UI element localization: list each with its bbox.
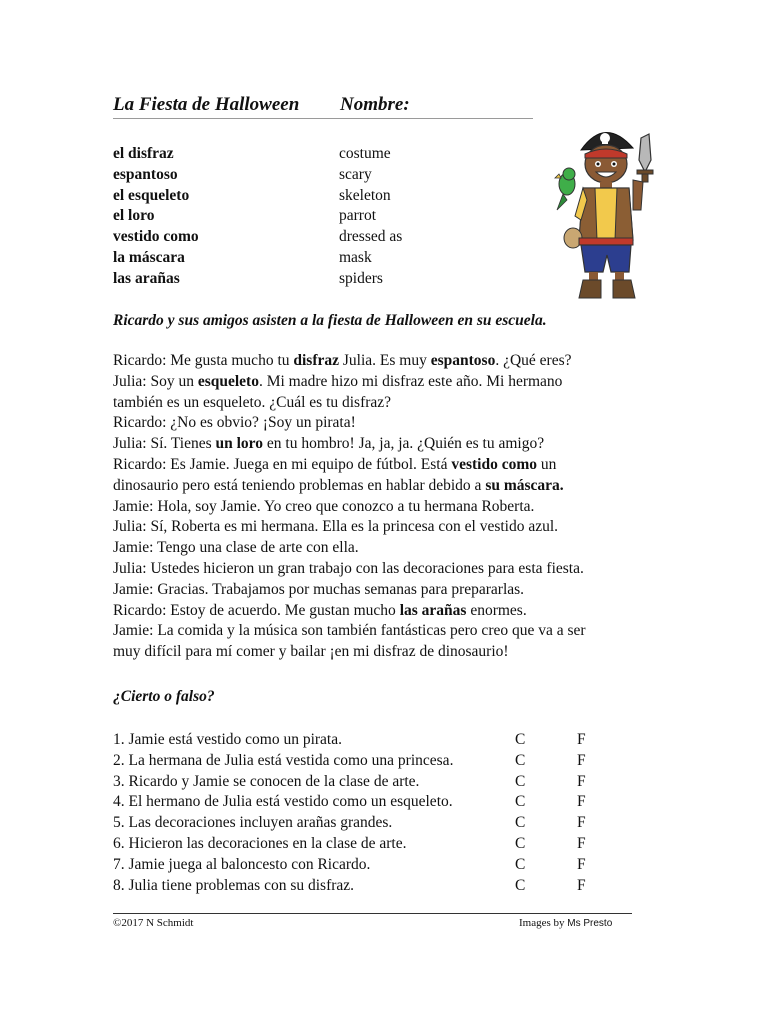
question-text: 8. Julia tiene problemas con su disfraz. xyxy=(113,876,355,894)
dialogue-text: Ricardo: Estoy de acuerdo. Me gustan mucho xyxy=(113,601,400,619)
dialogue-line xyxy=(113,434,673,455)
dialogue-text: . Mi madre hizo mi disfraz este año. Mi hermano xyxy=(258,372,563,390)
false-option[interactable]: F xyxy=(577,793,586,811)
dialogue-text: Julia: Sí. Tienes xyxy=(113,435,216,453)
question-row xyxy=(113,876,633,897)
question-text: 4. El hermano de Julia está vestido como un esqueleto. xyxy=(113,793,453,811)
vocab-term: espantoso xyxy=(113,165,178,183)
dialogue-text: un xyxy=(537,455,557,473)
true-option[interactable]: C xyxy=(515,814,526,832)
dialogue-text: Ricardo: ¿No es obvio? ¡Soy un pirata! xyxy=(113,414,356,432)
dialogue-line xyxy=(113,621,673,642)
false-option[interactable]: F xyxy=(577,814,586,832)
vocab-highlight: su máscara. xyxy=(485,476,564,494)
question-row xyxy=(113,730,633,751)
true-option[interactable]: C xyxy=(515,731,526,748)
worksheet-title: La Fiesta de Halloween xyxy=(113,94,300,115)
dialogue-text: Julia: Sí, Roberta es mi hermana. Ella es la princesa con el vestido azul. xyxy=(113,518,559,536)
dialogue-text: Julia: Ustedes hicieron un gran trabajo con las decoraciones para esta fiesta. xyxy=(113,559,584,577)
dialogue-text: Jamie: Tengo una clase de arte con ella. xyxy=(113,539,359,557)
question-text: 5. Las decoraciones incluyen arañas grandes. xyxy=(113,814,393,832)
true-option[interactable]: C xyxy=(515,855,526,873)
vocab-term: el esqueleto xyxy=(113,186,190,204)
vocab-definition: parrot xyxy=(339,207,377,225)
dialogue-line xyxy=(113,580,673,601)
worksheet-header xyxy=(113,94,533,119)
dialogue-line xyxy=(113,393,673,414)
vocab-highlight: vestido como xyxy=(451,455,538,473)
false-option[interactable]: F xyxy=(577,751,586,769)
question-row xyxy=(113,792,633,813)
dialogue-line xyxy=(113,497,673,518)
vocab-definition: scary xyxy=(339,165,372,183)
true-option[interactable]: C xyxy=(515,751,526,769)
question-row xyxy=(113,834,633,855)
vocab-definition: skeleton xyxy=(339,186,391,204)
image-credit xyxy=(519,917,612,929)
vocab-term: vestido como xyxy=(113,228,199,246)
question-text: 2. La hermana de Julia está vestida como una princesa. xyxy=(113,751,454,769)
image-credit-name: Ms Presto xyxy=(567,918,613,929)
dialogue-line xyxy=(113,351,673,372)
vocab-definition: dressed as xyxy=(339,228,403,246)
false-option[interactable]: F xyxy=(577,876,586,894)
dialogue-text: Julia: Soy un xyxy=(113,372,198,390)
dialogue-text: también es un esqueleto. ¿Cuál es tu disfraz? xyxy=(113,393,392,411)
question-row xyxy=(113,751,633,772)
dialogue-line xyxy=(113,517,673,538)
dialogue-line xyxy=(113,413,673,434)
dialogue-line xyxy=(113,476,673,497)
question-text: 7. Jamie juega al baloncesto con Ricardo. xyxy=(113,855,371,873)
dialogue-line xyxy=(113,372,673,393)
vocab-term: el loro xyxy=(113,207,155,225)
question-row xyxy=(113,855,633,876)
dialogue-line xyxy=(113,601,673,622)
true-option[interactable]: C xyxy=(515,793,526,811)
vocab-definition: mask xyxy=(339,248,372,266)
true-false-questions xyxy=(113,730,633,896)
copyright-text: ©2017 N Schmidt xyxy=(113,917,194,929)
false-option[interactable]: F xyxy=(577,855,586,873)
false-option[interactable]: F xyxy=(577,731,586,748)
dialogue-passage xyxy=(113,351,673,663)
dialogue-text: en tu hombro! Ja, ja, ja. ¿Quién es tu amigo? xyxy=(263,435,545,453)
question-text: 1. Jamie está vestido como un pirata. xyxy=(113,731,342,748)
question-row xyxy=(113,813,633,834)
dialogue-text: Julia. Es muy xyxy=(339,352,431,369)
dialogue-line xyxy=(113,538,673,559)
question-text: 6. Hicieron las decoraciones en la clase de arte. xyxy=(113,834,407,852)
dialogue-text: Ricardo: Me gusta mucho tu xyxy=(113,352,294,369)
dialogue-text: Jamie: Gracias. Trabajamos por muchas semanas para prepararlas. xyxy=(113,580,525,598)
true-false-title: ¿Cierto o falso? xyxy=(113,688,215,705)
dialogue-line xyxy=(113,642,673,663)
true-option[interactable]: C xyxy=(515,876,526,894)
vocab-highlight: disfraz xyxy=(293,352,340,369)
dialogue-text: enormes. xyxy=(466,601,527,619)
dialogue-line xyxy=(113,559,673,580)
vocab-definition: spiders xyxy=(339,269,383,287)
question-row xyxy=(113,772,633,793)
vocab-highlight: un loro xyxy=(215,435,264,453)
name-label: Nombre: xyxy=(340,94,410,115)
dialogue-text: Jamie: Hola, soy Jamie. Yo creo que conozco a tu hermana Roberta. xyxy=(113,497,535,515)
dialogue-text: Ricardo: Es Jamie. Juega en mi equipo de fútbol. Está xyxy=(113,455,452,473)
false-option[interactable]: F xyxy=(577,772,586,790)
vocab-term: el disfraz xyxy=(113,145,174,162)
vocab-term: la máscara xyxy=(113,248,185,266)
pirate-boy-with-parrot-icon xyxy=(553,120,661,302)
vocab-definition: costume xyxy=(339,145,391,162)
vocab-term: las arañas xyxy=(113,269,180,287)
image-credit-prefix: Images by xyxy=(519,917,568,929)
dialogue-text: . ¿Qué eres? xyxy=(495,352,572,369)
dialogue-text: dinosaurio pero está teniendo problemas en hablar debido a xyxy=(113,476,486,494)
vocab-highlight: esqueleto xyxy=(197,372,259,390)
dialogue-line xyxy=(113,455,673,476)
false-option[interactable]: F xyxy=(577,834,586,852)
question-text: 3. Ricardo y Jamie se conocen de la clase de arte. xyxy=(113,772,420,790)
vocab-highlight: espantoso xyxy=(430,352,496,369)
story-intro: Ricardo y sus amigos asisten a la fiesta de Halloween en su escuela. xyxy=(113,312,547,329)
true-option[interactable]: C xyxy=(515,772,526,790)
dialogue-text: Jamie: La comida y la música son también fantásticas pero creo que va a ser xyxy=(113,622,586,640)
footer-divider xyxy=(113,913,632,914)
dialogue-text: muy difícil para mí comer y bailar ¡en mi disfraz de dinosaurio! xyxy=(113,643,509,661)
true-option[interactable]: C xyxy=(515,834,526,852)
vocab-highlight: las arañas xyxy=(399,601,467,619)
